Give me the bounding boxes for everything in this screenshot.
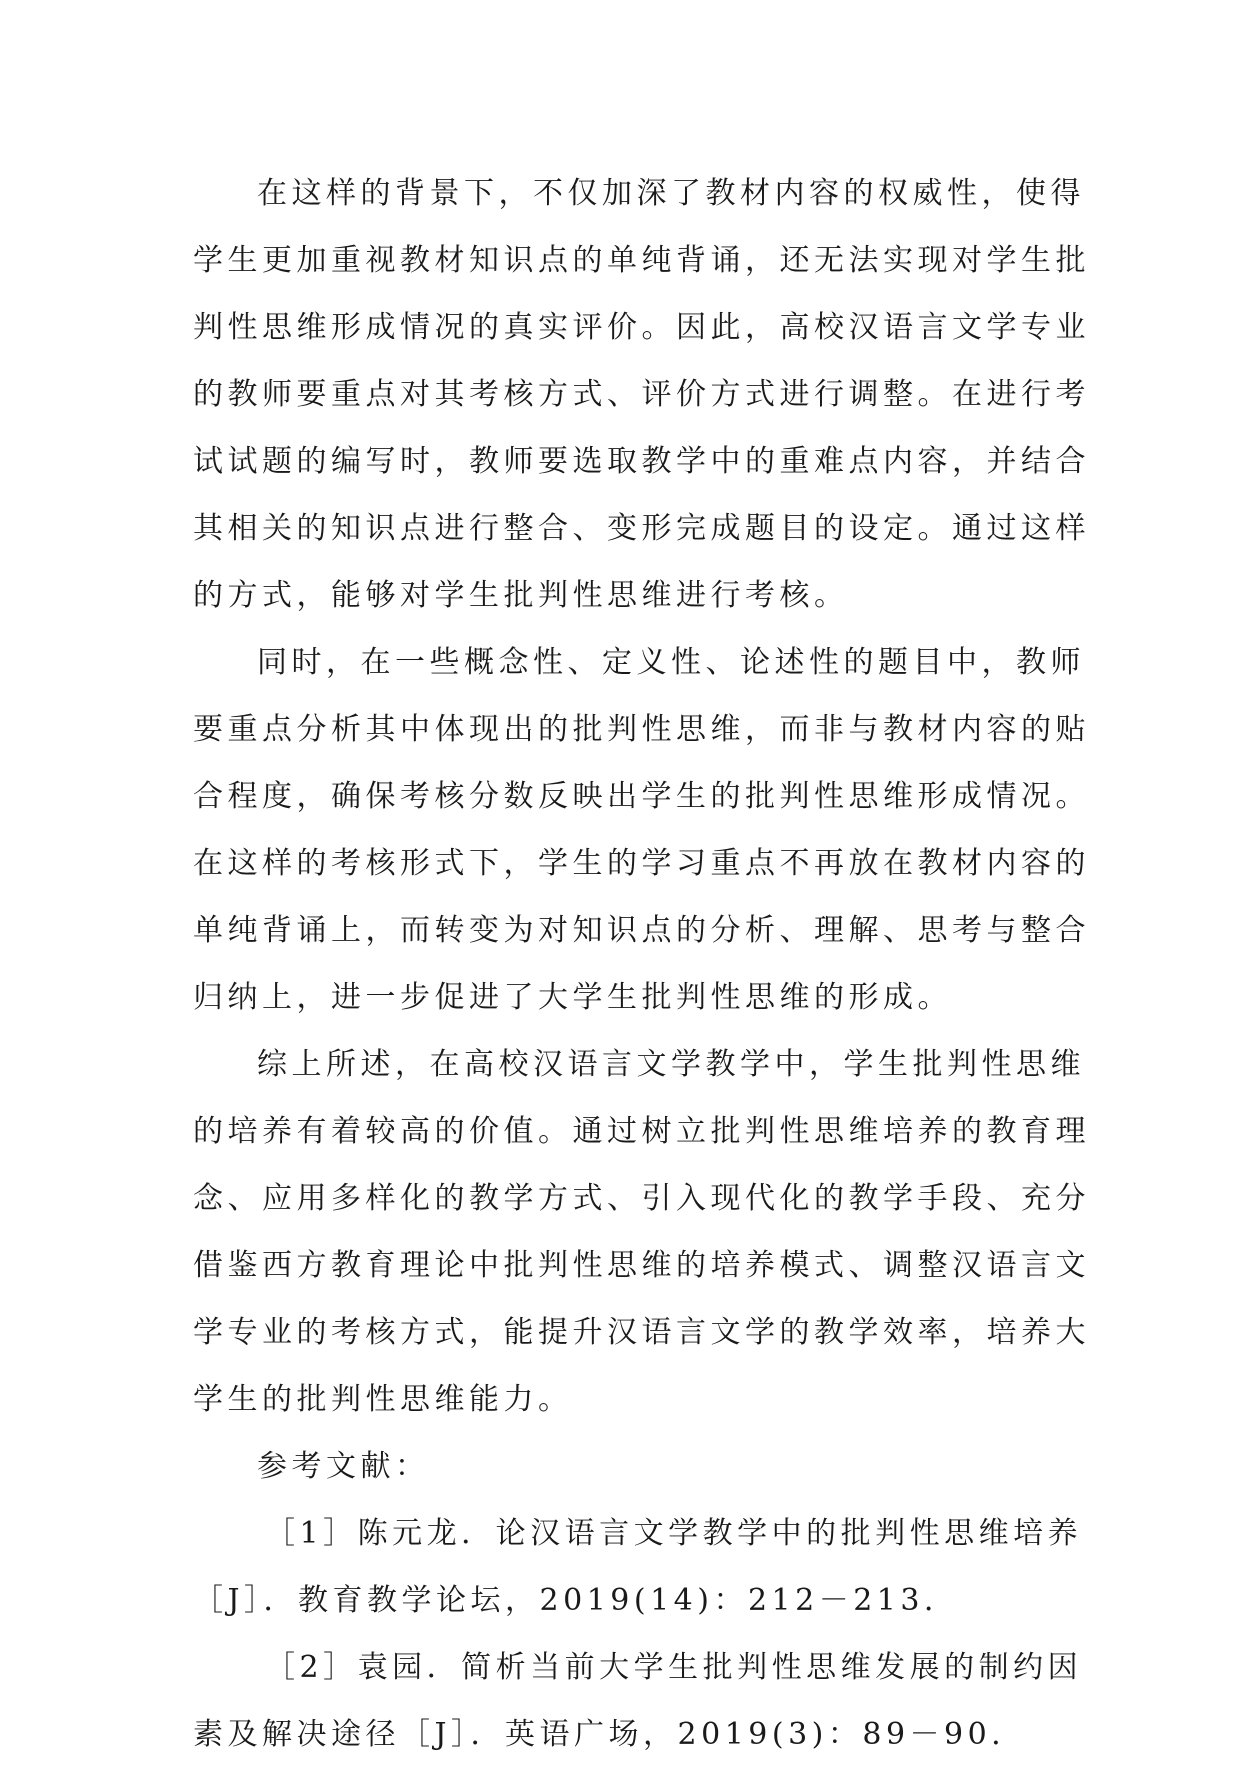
- paragraph-3-line-1: 综上所述，在高校汉语言文学教学中，学生批判性思维: [257, 1047, 1085, 1082]
- paragraph-1-line-3: 判性思维形成情况的真实评价。因此，高校汉语言文学专业: [193, 310, 1090, 345]
- reference-2-line-1: ［2］袁园．简析当前大学生批判性思维发展的制约因: [265, 1650, 1083, 1685]
- paragraph-3-line-4: 借鉴西方教育理论中批判性思维的培养模式、调整汉语言文: [193, 1248, 1090, 1283]
- paragraph-1-line-1: 在这样的背景下，不仅加深了教材内容的权威性，使得: [257, 176, 1085, 211]
- paragraph-3-line-2: 的培养有着较高的价值。通过树立批判性思维培养的教育理: [193, 1114, 1090, 1149]
- paragraph-2-line-3: 合程度，确保考核分数反映出学生的批判性思维形成情况。: [193, 779, 1090, 814]
- paragraph-1-line-2: 学生更加重视教材知识点的单纯背诵，还无法实现对学生批: [193, 243, 1090, 278]
- paragraph-2-line-1: 同时，在一些概念性、定义性、论述性的题目中，教师: [257, 645, 1085, 680]
- references-heading: 参考文献：: [257, 1449, 430, 1484]
- reference-2-line-2: 素及解决途径［J］．英语广场，2019(3)：89－90．: [193, 1717, 1026, 1752]
- paragraph-1-line-7: 的方式，能够对学生批判性思维进行考核。: [193, 578, 849, 613]
- paragraph-1-line-6: 其相关的知识点进行整合、变形完成题目的设定。通过这样: [193, 511, 1090, 546]
- paragraph-2-line-2: 要重点分析其中体现出的批判性思维，而非与教材内容的贴: [193, 712, 1090, 747]
- paragraph-3-line-3: 念、应用多样化的教学方式、引入现代化的教学手段、充分: [193, 1181, 1090, 1216]
- paragraph-1-line-4: 的教师要重点对其考核方式、评价方式进行调整。在进行考: [193, 377, 1090, 412]
- paragraph-2-line-5: 单纯背诵上，而转变为对知识点的分析、理解、思考与整合: [193, 913, 1090, 948]
- paragraph-1-line-5: 试试题的编写时，教师要选取教学中的重难点内容，并结合: [193, 444, 1090, 479]
- reference-1-line-2: ［J］．教育教学论坛，2019(14)：212－213．: [193, 1583, 959, 1618]
- paragraph-2-line-4: 在这样的考核形式下，学生的学习重点不再放在教材内容的: [193, 846, 1090, 881]
- reference-1-line-1: ［1］陈元龙．论汉语言文学教学中的批判性思维培养: [265, 1516, 1083, 1551]
- paragraph-3-line-6: 学生的批判性思维能力。: [193, 1382, 573, 1417]
- document-page: [193, 160, 1090, 1768]
- paragraph-3-line-5: 学专业的考核方式，能提升汉语言文学的教学效率，培养大: [193, 1315, 1090, 1350]
- paragraph-2-line-6: 归纳上，进一步促进了大学生批判性思维的形成。: [193, 980, 952, 1015]
